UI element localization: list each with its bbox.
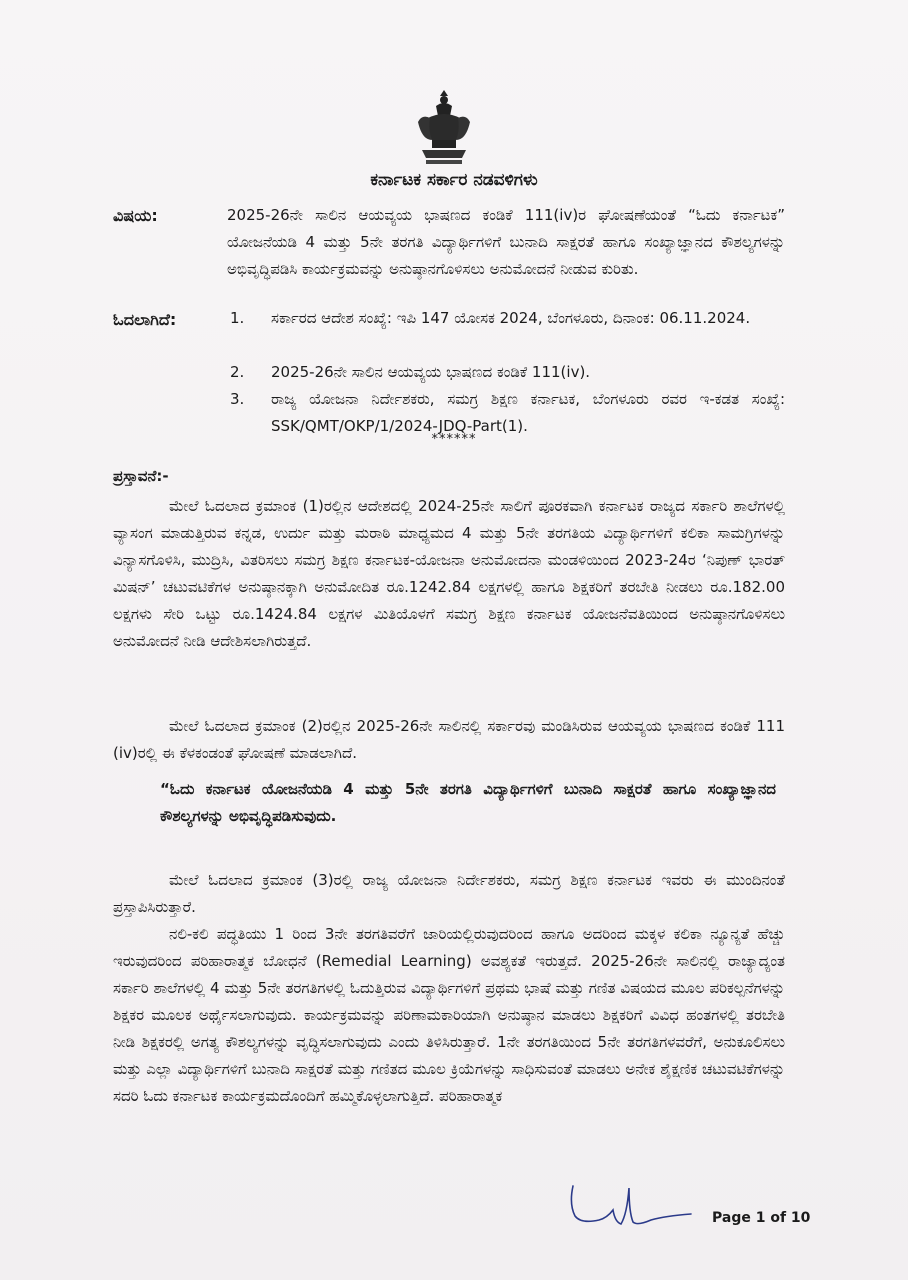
- reference-item: ರಾಜ್ಯ ಯೋಜನಾ ನಿರ್ದೇಶಕರು, ಸಮಗ್ರ ಶಿಕ್ಷಣ ಕರ್ನಾಟಕ, ಬೆಂಗಳೂರು ರವರ ಇ-ಕಡತ ಸಂಖ್ಯೆ: SSK/QMT/OKP/1/2024-JDQ-Part(1).: [271, 390, 785, 435]
- org-title: ಕರ್ನಾಟಕ ಸರ್ಕಾರ ನಡವಳಿಗಳು: [370, 170, 538, 190]
- preamble-paragraph-2: ಮೇಲೆ ಓದಲಾದ ಕ್ರಮಾಂಕ (2)ರಲ್ಲಿನ 2025-26ನೇ ಸಾಲಿನಲ್ಲಿ ಸರ್ಕಾರವು ಮಂಡಿಸಿರುವ ಆಯವ್ಯಯ ಭಾಷಣದ ಕಂಡಿಕೆ 111 (iv)ರಲ್ಲಿ ಈ ಕೆಳಕಂಡಂತೆ ಘೋಷಣೆ ಮಾಡಲಾಗಿದೆ.: [113, 717, 785, 762]
- separator: ******: [431, 432, 477, 447]
- subject-text: 2025-26ನೇ ಸಾಲಿನ ಆಯವ್ಯಯ ಭಾಷಣದ ಕಂಡಿಕೆ 111(iv)ರ ಘೋಷಣೆಯಂತೆ “ಓದು ಕರ್ನಾಟಕ” ಯೋಜನೆಯಡಿ 4 ಮತ್ತು 5ನೇ ತರಗತಿ ವಿದ್ಯಾರ್ಥಿಗಳಿಗೆ ಬುನಾದಿ ಸಾಕ್ಷರತೆ ಹಾಗೂ ಸಂಖ್ಯಾಜ್ಞಾನದ ಕೌಶಲ್ಯಗಳನ್ನು ಅಭಿವೃದ್ಧಿಪಡಿಸಿ ಕಾರ್ಯಕ್ರಮವನ್ನು ಅನುಷ್ಠಾನಗೊಳಿಸಲು ಅನುಮೋದನೆ ನೀಡುವ ಕುರಿತು.: [227, 206, 785, 278]
- reference-item: ಸರ್ಕಾರದ ಆದೇಶ ಸಂಖ್ಯೆ: ಇಪಿ 147 ಯೋಸಕ 2024, ಬೆಂಗಳೂರು, ದಿನಾಂಕ: 06.11.2024.: [271, 309, 751, 327]
- references-label: ಓದಲಾಗಿದೆ:: [113, 310, 177, 329]
- reference-item: 2025-26ನೇ ಸಾಲಿನ ಆಯವ್ಯಯ ಭಾಷಣದ ಕಂಡಿಕೆ 111(iv).: [271, 363, 591, 381]
- reference-number: 1.: [230, 309, 245, 327]
- preamble-heading: ಪ್ರಸ್ತಾವನೆ:-: [113, 467, 169, 485]
- budget-announcement-quote: “ಓದು ಕರ್ನಾಟಕ ಯೋಜನೆಯಡಿ 4 ಮತ್ತು 5ನೇ ತರಗತಿ ವಿದ್ಯಾರ್ಥಿಗಳಿಗೆ ಬುನಾದಿ ಸಾಕ್ಷರತೆ ಹಾಗೂ ಸಂಖ್ಯಾಜ್ಞಾನದ ಕೌಶಲ್ಯಗಳನ್ನು ಅಭಿವೃದ್ಧಿಪಡಿಸುವುದು.: [160, 780, 776, 825]
- subject-label: ವಿಷಯ:: [113, 206, 158, 225]
- page-number: Page 1 of 10: [712, 1210, 811, 1226]
- reference-number: 2.: [230, 363, 245, 381]
- preamble-paragraph-1: ಮೇಲೆ ಓದಲಾದ ಕ್ರಮಾಂಕ (1)ರಲ್ಲಿನ ಆದೇಶದಲ್ಲಿ 2024-25ನೇ ಸಾಲಿಗೆ ಪೂರಕವಾಗಿ ಕರ್ನಾಟಕ ರಾಜ್ಯದ ಸರ್ಕಾರಿ ಶಾಲೆಗಳಲ್ಲಿ ವ್ಯಾಸಂಗ ಮಾಡುತ್ತಿರುವ ಕನ್ನಡ, ಉರ್ದು ಮತ್ತು ಮರಾಠಿ ಮಾಧ್ಯಮದ 4 ಮತ್ತು 5ನೇ ತರಗತಿಯ ವಿದ್ಯಾರ್ಥಿಗಳಿಗೆ ಕಲಿಕಾ ಸಾಮಗ್ರಿಗಳನ್ನು ವಿನ್ಯಾಸಗೊಳಿಸಿ, ಮುದ್ರಿಸಿ, ವಿತರಿಸಲು ಸಮಗ್ರ ಶಿಕ್ಷಣ ಕರ್ನಾಟಕ-ಯೋಜನಾ ಅನುಮೋದನಾ ಮಂಡಳಿಯಿಂದ 2023-24ರ ‘ನಿಪುಣ್ ಭಾರತ್ ಮಿಷನ್’ ಚಟುವಟಿಕೆಗಳ ಅನುಷ್ಠಾನಕ್ಕಾಗಿ ಅನುಮೋದಿತ ರೂ.1242.84 ಲಕ್ಷಗಳಲ್ಲಿ ಹಾಗೂ ಶಿಕ್ಷಕರಿಗೆ ತರಬೇತಿ ನೀಡಲು ರೂ.182.00 ಲಕ್ಷಗಳು ಸೇರಿ ಒಟ್ಟು ರೂ.1424.84 ಲಕ್ಷಗಳ ಮಿತಿಯೊಳಗೆ ಸಮಗ್ರ ಶಿಕ್ಷಣ ಕರ್ನಾಟಕ ಯೋಜನೆವತಿಯಿಂದ ಅನುಷ್ಠಾನಗೊಳಿಸಲು ಅನುಮೋದನೆ ನೀಡಿ ಆದೇಶಿಸಲಾಗಿರುತ್ತದೆ.: [113, 497, 785, 650]
- preamble-paragraph-3: ಮೇಲೆ ಓದಲಾದ ಕ್ರಮಾಂಕ (3)ರಲ್ಲಿ ರಾಜ್ಯ ಯೋಜನಾ ನಿರ್ದೇಶಕರು, ಸಮಗ್ರ ಶಿಕ್ಷಣ ಕರ್ನಾಟಕ ಇವರು ಈ ಮುಂದಿನಂತೆ ಪ್ರಸ್ತಾಪಿಸಿರುತ್ತಾರೆ.: [113, 871, 785, 916]
- preamble-paragraph-4: ನಲಿ-ಕಲಿ ಪದ್ಧತಿಯು 1 ರಿಂದ 3ನೇ ತರಗತಿವರೆಗೆ ಜಾರಿಯಲ್ಲಿರುವುದರಿಂದ ಹಾಗೂ ಅದರಿಂದ ಮಕ್ಕಳ ಕಲಿಕಾ ನ್ಯೂನ್ಯತೆ ಹೆಚ್ಚು ಇರುವುದರಿಂದ ಪರಿಹಾರಾತ್ಮಕ ಬೋಧನೆ (Remedial Learning) ಅವಶ್ಯಕತೆ ಇರುತ್ತದೆ. 2025-26ನೇ ಸಾಲಿನಲ್ಲಿ ರಾಜ್ಯಾದ್ಯಂತ ಸರ್ಕಾರಿ ಶಾಲೆಗಳಲ್ಲಿ 4 ಮತ್ತು 5ನೇ ತರಗತಿಗಳಲ್ಲಿ ಓದುತ್ತಿರುವ ವಿದ್ಯಾರ್ಥಿಗಳಿಗೆ ಪ್ರಥಮ ಭಾಷೆ ಮತ್ತು ಗಣಿತ ವಿಷಯದ ಮೂಲ ಪರಿಕಲ್ಪನೆಗಳನ್ನು ಶಿಕ್ಷಕರ ಮೂಲಕ ಅರ್ಥೈಸಲಾಗುವುದು. ಕಾರ್ಯಕ್ರಮವನ್ನು ಪರಿಣಾಮಕಾರಿಯಾಗಿ ಅನುಷ್ಠಾನ ಮಾಡಲು ಶಿಕ್ಷಕರಿಗೆ ವಿವಿಧ ಹಂತಗಳಲ್ಲಿ ತರಬೇತಿ ನೀಡಿ ಶಿಕ್ಷಕರಲ್ಲಿ ಅಗತ್ಯ ಕೌಶಲ್ಯಗಳನ್ನು ವೃದ್ಧಿಸಲಾಗುವುದು ಎಂದು ತಿಳಿಸಿರುತ್ತಾರೆ. 1ನೇ ತರಗತಿಯಿಂದ 5ನೇ ತರಗತಿಗಳವರೆಗೆ, ಅನುಕೂಲಿಸಲು ಮತ್ತು ಎಲ್ಲಾ ವಿದ್ಯಾರ್ಥಿಗಳಿಗೆ ಬುನಾದಿ ಸಾಕ್ಷರತೆ ಮತ್ತು ಗಣಿತದ ಮೂಲ ಕ್ರಿಯೆಗಳನ್ನು ಸಾಧಿಸುವಂತೆ ಮಾಡಲು ಅನೇಕ ಶೈಕ್ಷಣಿಕ ಚಟುವಟಿಕೆಗಳನ್ನು ಸದರಿ ಓದು ಕರ್ನಾಟಕ ಕಾರ್ಯಕ್ರಮದೊಂದಿಗೆ ಹಮ್ಮಿಕೊಳ್ಳಲಾಗುತ್ತಿದೆ. ಪರಿಹಾರಾತ್ಮಕ: [113, 925, 785, 1105]
- reference-number: 3.: [230, 390, 245, 408]
- signature-icon: [565, 1182, 705, 1228]
- state-emblem-icon: [414, 88, 474, 166]
